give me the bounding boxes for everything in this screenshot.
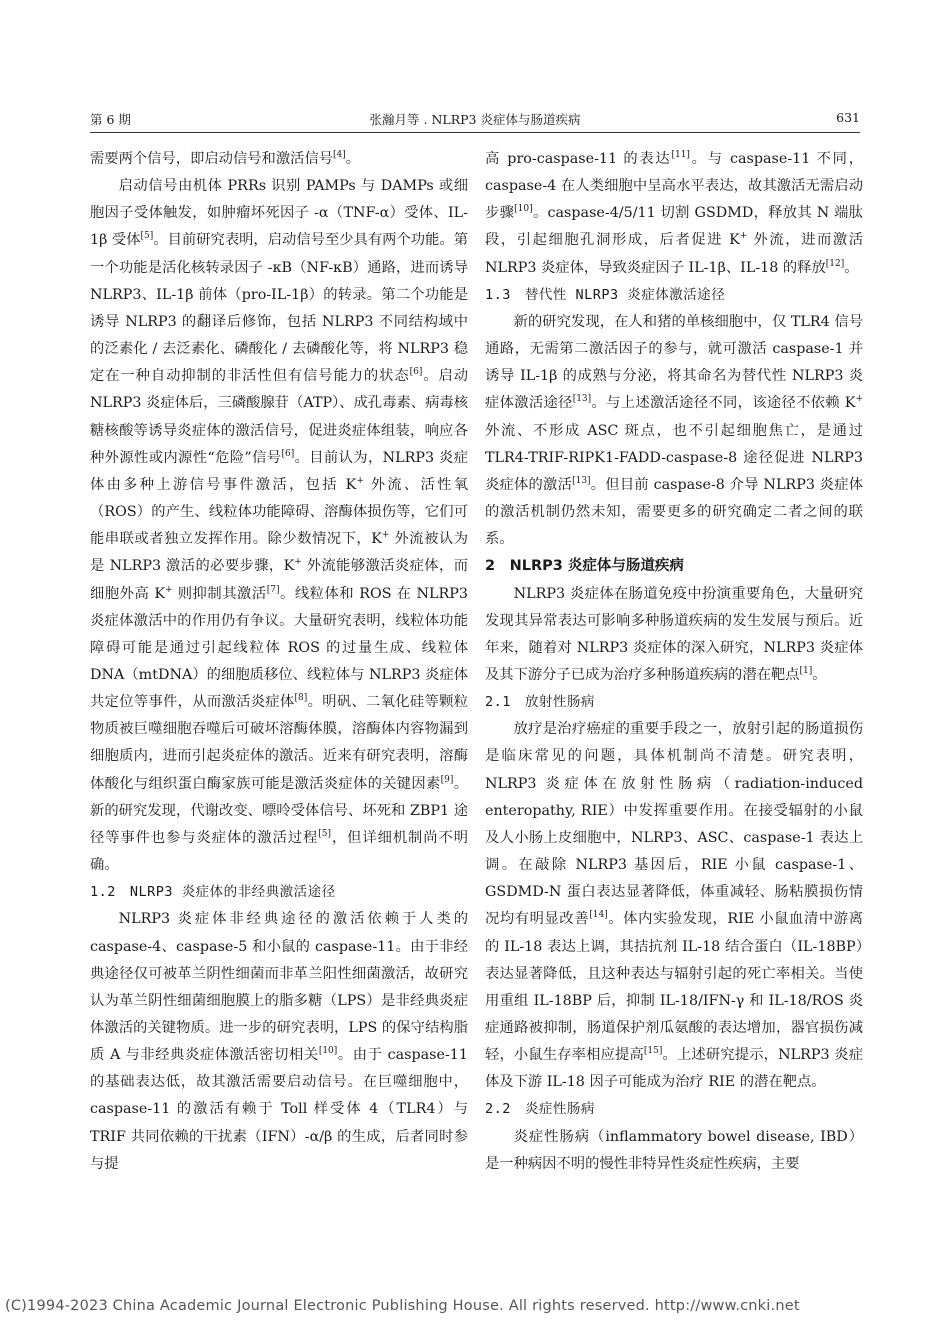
page-number: 631 <box>836 110 860 125</box>
citation: [6] <box>281 448 295 459</box>
citation: [7] <box>266 584 280 595</box>
paragraph: NLRP3 炎症体非经典途径的激活依赖于人类的 caspase-4、caspase-5 和小鼠的 caspase-11。由于非经典途径仅可被革兰阴性细菌而非革兰阳性细菌激活，故研究认为革兰阴性细菌细胞膜上的脂多糖（LPS）是非经典炎症体激活的关键物质。进一步的研究表明，LPS 的保守结构脂质 A 与非经典炎症体激活密切相关[10]。由于 caspase-11 的基础表达低，故其激活需要启动信号。在巨噬细胞中，caspase-11 的激活有赖于 Toll 样受体 4（TLR4）与 TRIF 共同依赖的干扰素（IFN）-α/β 的生成，后者同时参与提 <box>90 911 468 1172</box>
paragraph: 高 pro-caspase-11 的表达[11]。与 caspase-11 不同，caspase-4 在人类细胞中呈高水平表达，故其激活无需启动步骤[10]。caspase-4/5/11 切割 GSDMD，释放其 N 端肽段，引起细胞孔洞形成，后者促进 K+ 外流，进而激活 NLRP3 炎症体，导致炎症因子 IL-1β、IL-18 的释放[12]。 <box>485 150 864 276</box>
paragraph: NLRP3 炎症体在肠道免疫中扮演重要角色，大量研究发现其异常表达可影响多种肠道疾病的发生发展与预后。近年来，随着对 NLRP3 炎症体的深入研究，NLRP3 炎症体及其下游分子已成为治疗多种肠道疾病的潜在靶点[1]。 <box>485 585 863 683</box>
running-title: 张瀚月等 . NLRP3 炎症体与肠道疾病 <box>369 112 581 127</box>
citation: [8] <box>294 693 308 704</box>
citation: [12] <box>825 258 845 269</box>
citation: [13] <box>572 475 591 486</box>
citation: [10] <box>318 1046 338 1057</box>
citation: [4] <box>333 150 346 160</box>
copyright-footer: (C)1994-2023 China Academic Journal Electronic Publishing House. All rights reserved. http://www.cnki.net <box>5 1298 800 1314</box>
paragraph: 炎症性肠病（inflammatory bowel disease, IBD）是一种病因不明的慢性非特异性炎症性疾病，主要 <box>485 1128 863 1172</box>
citation: [11] <box>671 150 690 160</box>
paragraph: 放疗是治疗癌症的重要手段之一，放射引起的肠道损伤是临床常见的问题，具体机制尚不清楚。研究表明，NLRP3 炎症体在放射性肠病（radiation-induced enteropathy, RIE）中发挥重要作用。在接受辐射的小鼠及人小肠上皮细胞中，NLRP3、ASC、caspase-1 表达上调。在敲除 NLRP3 基因后，RIE 小鼠 caspase-1、GSDMD-N 蛋白表达显著降低，体重减轻、肠粘膜损伤情况均有明显改善[14]。体内实验发现，RIE 小鼠血清中游离的 IL-18 表达上调，其拮抗剂 IL-18 结合蛋白（IL-18BP）表达显著降低，且这种表达与辐射引起的死亡率相关。当使用重组 IL-18BP 后，抑制 IL-18/IFN-γ 和 IL-18/ROS 炎症通路被抑制，肠道保护剂瓜氨酸的表达增加，器官损伤减轻，小鼠生存率相应提高[15]。上述研究提示，NLRP3 炎症体及下游 IL-18 因子可能成为治疗 RIE 的潜在靶点。 <box>485 721 863 1091</box>
right-column <box>485 146 863 1178</box>
running-header <box>90 110 860 133</box>
citation: [13] <box>572 394 592 405</box>
section-heading-1-2: 1.2 NLRP3 炎症体的非经典激活途径 <box>90 884 336 901</box>
left-column <box>90 146 468 1178</box>
section-heading-2-1: 2.1 放射性肠病 <box>485 694 595 711</box>
citation: [1] <box>799 665 813 676</box>
paragraph: 新的研究发现，在人和猪的单核细胞中，仅 TLR4 信号通路，无需第二激活因子的参与，就可激活 caspase-1 并诱导 IL-1β 的成熟与分泌，将其命名为替代性 NLRP3 炎症体激活途径[13]。与上述激活途径不同，该途径不依赖 K+ 外流、不形成 ASC 斑点，也不引起细胞焦亡，是通过 TLR4-TRIF-RIPK1-FADD-caspase-8 途径促进 NLRP3 炎症体的激活[13]。但目前 caspase-8 介导 NLRP3 炎症体的激活机制仍然未知，需要更多的研究确定二者之间的联系。 <box>485 313 864 548</box>
citation: [14] <box>589 910 608 921</box>
citation: [9] <box>440 774 454 785</box>
citation: [6] <box>409 367 423 378</box>
issue-number: 第 6 期 <box>90 112 131 127</box>
citation: [5] <box>140 231 154 242</box>
citation: [10] <box>514 204 533 215</box>
section-heading-2-2: 2.2 炎症性肠病 <box>485 1101 595 1118</box>
paragraph: 需要两个信号，即启动信号和激活信号[4]。 <box>90 150 361 167</box>
citation: [5] <box>318 828 332 839</box>
citation: [15] <box>643 1046 663 1057</box>
paragraph: 启动信号由机体 PRRs 识别 PAMPs 与 DAMPs 或细胞因子受体触发，如肿瘤坏死因子 -α（TNF-α）受体、IL-1β 受体[5]。目前研究表明，启动信号至少具有两个功能。第一个功能是活化核转录因子 -κB（NF-κB）通路，进而诱导 NLRP3、IL-1β 前体（pro-IL-1β）的转录。第二个功能是诱导 NLRP3 的翻译后修饰，包括 NLRP3 不同结构域中的泛素化 / 去泛素化、磷酸化 / 去磷酸化等，将 NLRP3 稳定在一种自动抑制的非活性但有信号能力的状态[6]。启动 NLRP3 炎症体后，三磷酸腺苷（ATP）、成孔毒素、病毒核糖核酸等诱导炎症体的激活信号，促进炎症体组装，响应各种外源性或内源性“危险”信号[6]。目前认为，NLRP3 炎症体由多种上游信号事件激活，包括 K+ 外流、活性氧（ROS）的产生、线粒体功能障碍、溶酶体损伤等，它们可能串联或者独立发挥作用。除少数情况下，K+ 外流被认为是 NLRP3 激活的必要步骤，K+ 外流能够激活炎症体，而细胞外高 K+ 则抑制其激活[7]。线粒体和 ROS 在 NLRP3 炎症体激活中的作用仍有争议。大量研究表明，线粒体功能障碍可能是通过引起线粒体 ROS 的过量生成、线粒体 DNA（mtDNA）的细胞质移位、线粒体与 NLRP3 炎症体共定位等事件，从而激活炎症体[8]。明矾、二氧化硅等颗粒物质被巨噬细胞吞噬后可破坏溶酶体膜，溶酶体内容物漏到细胞质内，进而引起炎症体的激活。近来有研究表明，溶酶体酸化与组织蛋白酶家族可能是激活炎症体的关键因素[9]。新的研究发现，代谢改变、嘌呤受体信号、坏死和 ZBP1 途径等事件也参与炎症体的激活过程[5]，但详细机制尚不明确。 <box>90 178 469 874</box>
section-heading-1-3: 1.3 替代性 NLRP3 炎症体激活途径 <box>485 286 726 303</box>
section-heading-2: 2 NLRP3 炎症体与肠道疾病 <box>485 558 684 575</box>
